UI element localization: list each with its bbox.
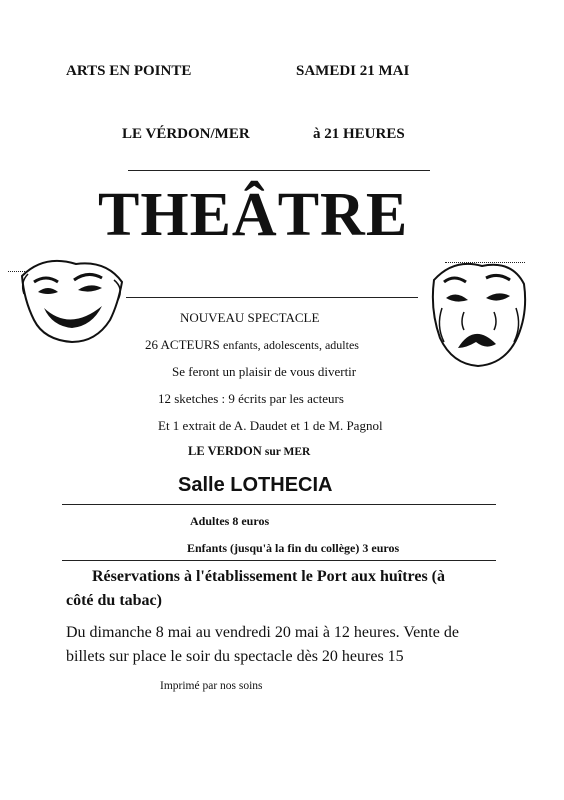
reservation-heading-line1: Réservations à l'établissement le Port aux huîtres (à [92,568,445,585]
adult-price-line [190,514,269,529]
title-divider [126,297,418,298]
child-price-value: 3 euros [362,541,400,555]
adult-price-value: 8 euros [232,514,270,528]
venue-hall: Salle LOTHECIA [178,474,333,496]
child-price-label: Enfants [187,541,228,555]
company-name: ARTS EN POINTE [66,63,192,79]
entertain-text: Se feront un plaisir de vous divertir [172,364,357,379]
sketches-text: 12 sketches : 9 écrits par les acteurs [158,391,344,406]
actors-count: 26 ACTEURS [145,337,220,352]
venue-divider [62,504,496,505]
price-divider [62,560,496,561]
reservation-info-line2: billets sur place le soir du spectacle dès 20 heures 15 [66,648,404,665]
new-show-label: NOUVEAU SPECTACLE [180,310,320,325]
adult-price-label: Adultes [190,514,230,528]
venue-town [188,444,310,459]
reservation-heading-line2: côté du tabac) [66,592,162,609]
header-divider [128,170,430,171]
event-date: SAMEDI 21 MAI [296,63,410,79]
actors-line [145,337,359,353]
event-location: LE VÉRDON/MER [122,126,250,142]
extracts-text: Et 1 extrait de A. Daudet et 1 de M. Pagnol [158,418,383,433]
venue-town-suffix: sur MER [264,446,311,458]
page-title: THEÂTRE [98,181,409,249]
venue-town-name: LE VERDON [188,444,262,458]
event-time: à 21 HEURES [313,126,405,142]
comedy-mask-icon [14,246,126,346]
actors-ages: enfants, adolescents, adultes [223,338,359,352]
reservation-info-line1: Du dimanche 8 mai au vendredi 20 mai à 12 heures. Vente de [66,624,459,641]
child-price-note: (jusqu'à la fin du collège) [230,541,360,555]
tragedy-mask-icon [424,252,532,372]
printer-note: Imprimé par nos soins [160,680,263,692]
child-price-line [187,541,399,556]
